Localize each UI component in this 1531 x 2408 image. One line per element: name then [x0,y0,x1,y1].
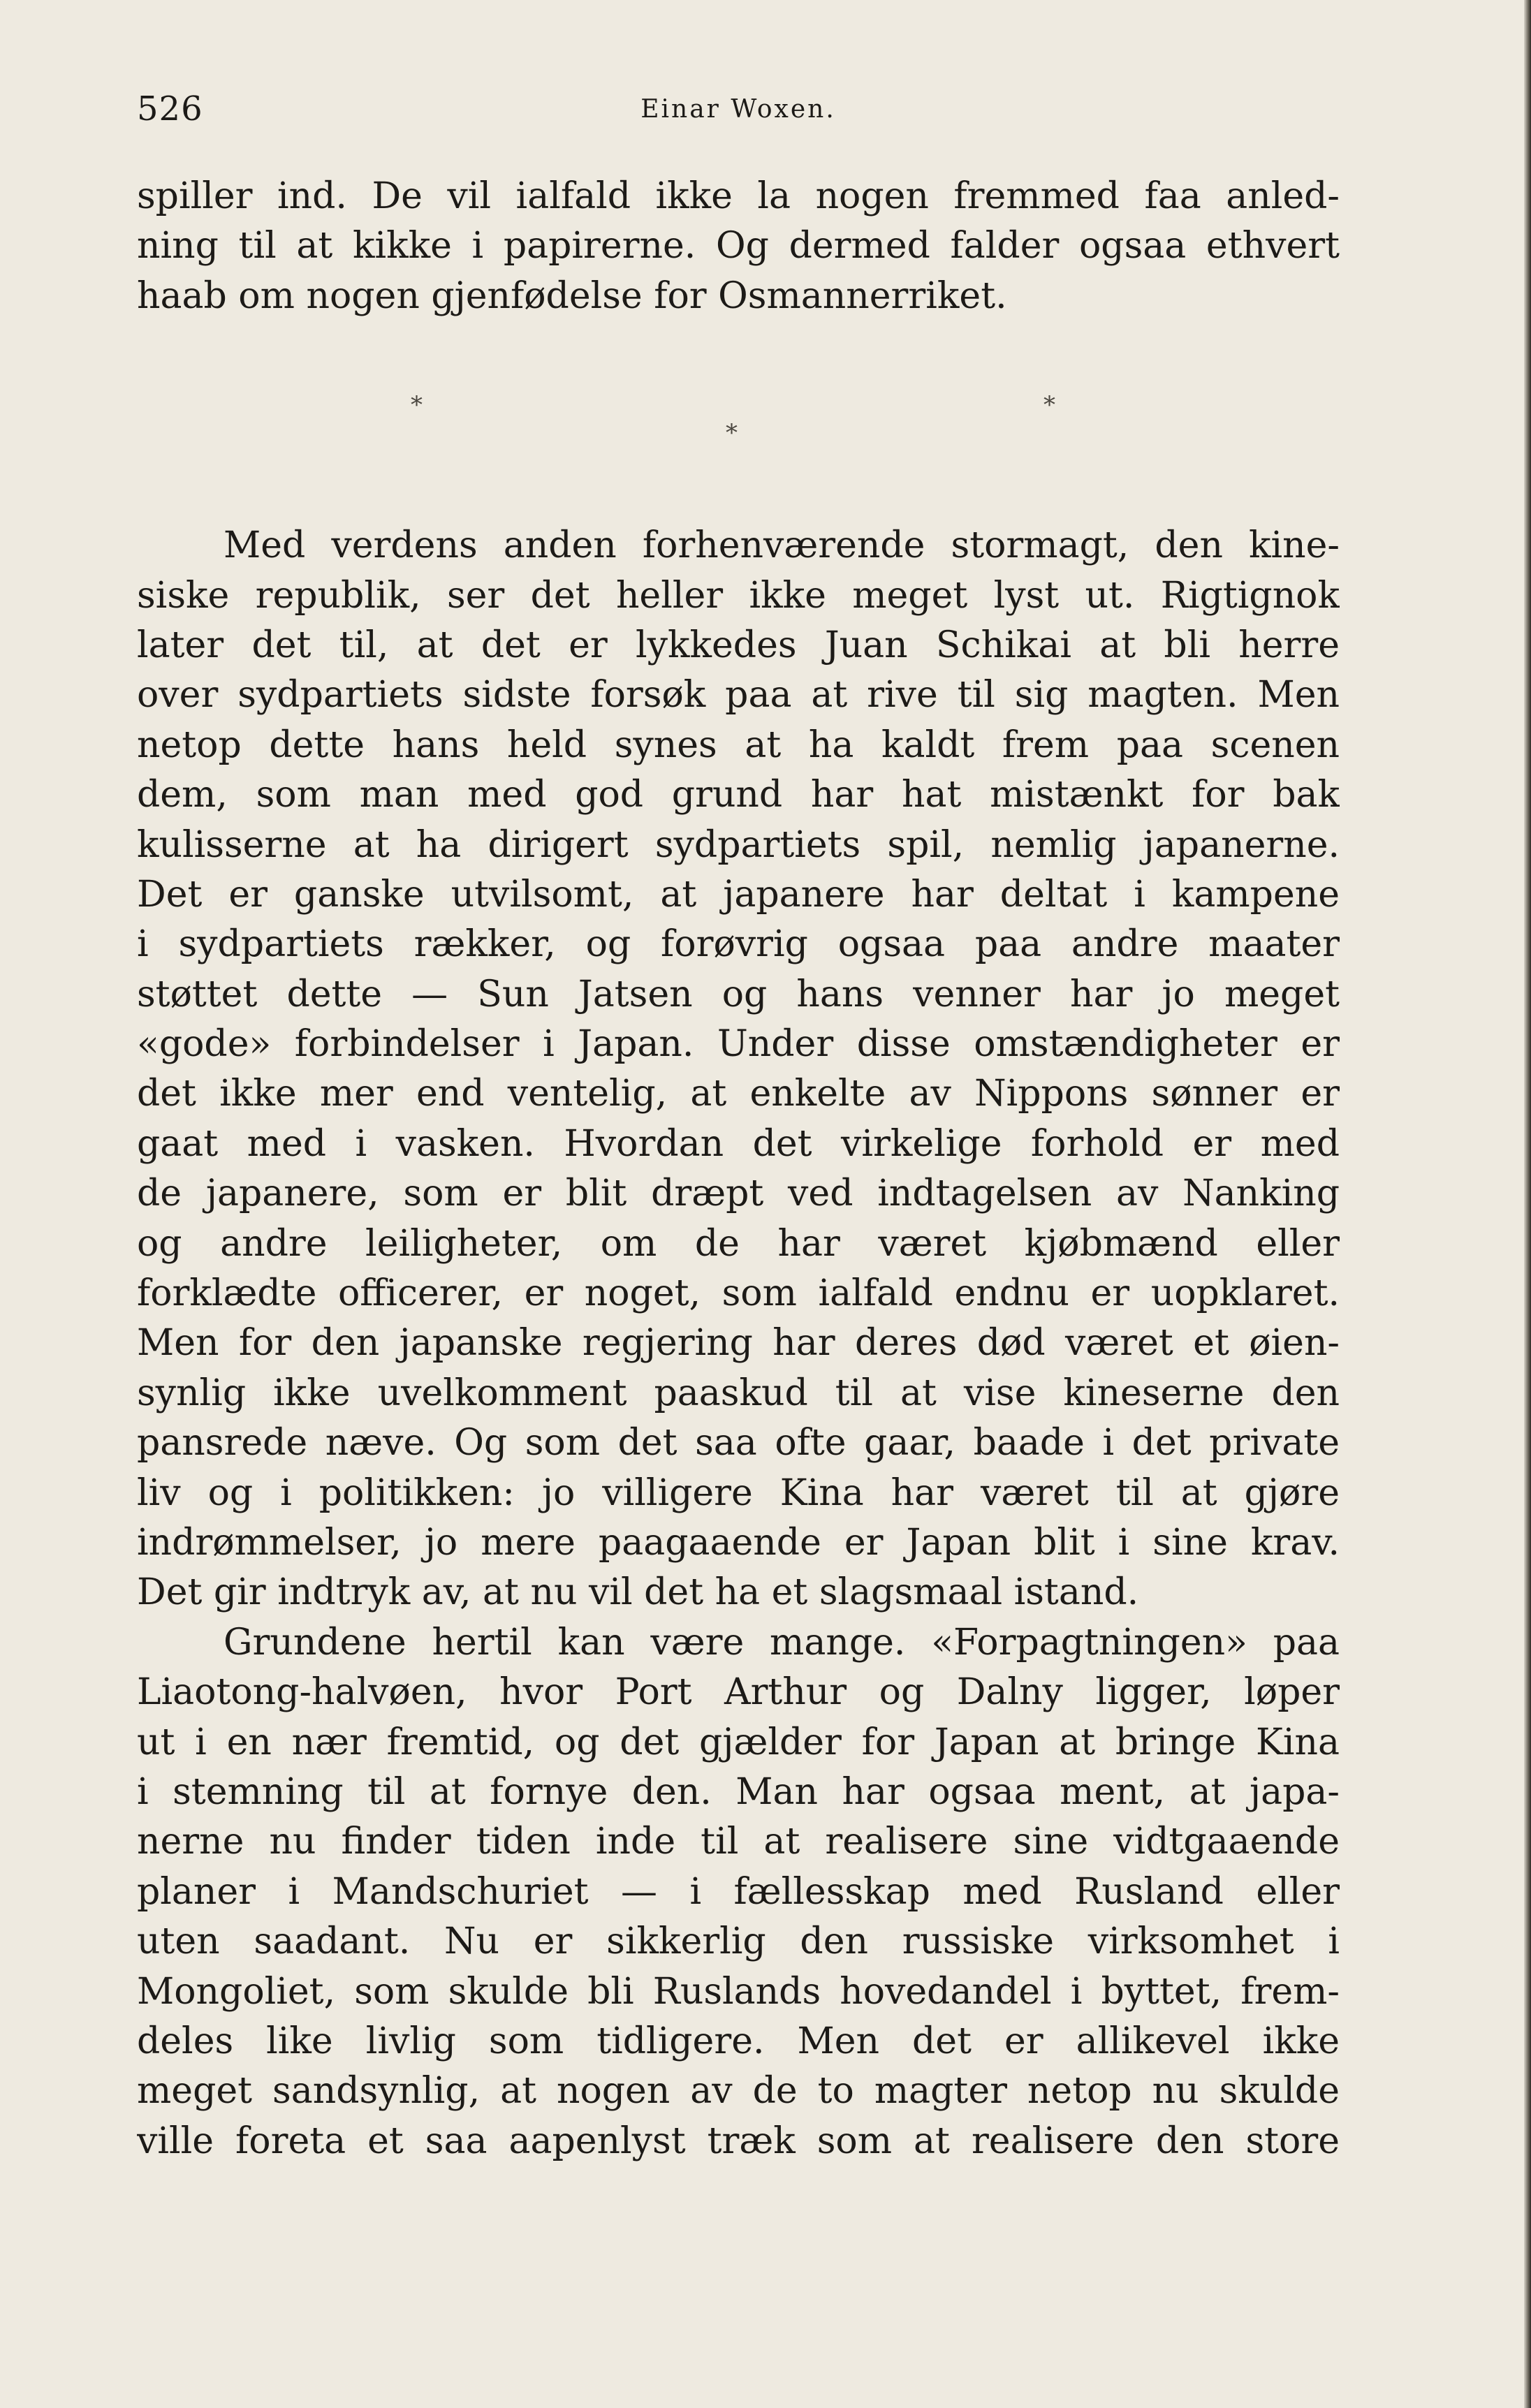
text-line: og andre leiligheter, om de har været kjøbmænd eller [137,1222,1340,1265]
text-line: gaat med i vasken. Hvordan det virkelige forhold er med [137,1122,1340,1165]
text-line: uten saadant. Nu er sikkerlig den russiske virksomhet i [137,1921,1340,1963]
text-line: spiller ind. De vil ialfald ikke la nogen fremmed faa anled- [137,175,1340,217]
paragraph-1 [137,172,1340,321]
text-line: indrømmelser, jo mere paagaaende er Japan blit i sine krav. [137,1521,1340,1564]
text-line: Det gir indtryk av, at nu vil det ha et slagsmaal istand. [137,1571,1139,1614]
text-line: netop dette hans held synes at ha kaldt frem paa scenen [137,724,1340,766]
text-line: pansrede næve. Og som det saa ofte gaar, baade i det private [137,1422,1340,1464]
text-line: planer i Mandschuriet — i fællesskap med Rusland eller [137,1870,1340,1913]
text-line: liv og i politikken: jo villigere Kina har været til at gjøre [137,1471,1340,1514]
text-line: ut i en nær fremtid, og det gjælder for Japan at bringe Kina [137,1721,1340,1763]
text-line: Det er ganske utvilsomt, at japanere har deltat i kampene [137,873,1340,916]
asterisk-center: * [726,419,738,447]
text-line: støttet dette — Sun Jatsen og hans venner har jo meget [137,973,1340,1015]
text-line: i stemning til at fornye den. Man har ogsaa ment, at japa- [137,1770,1340,1813]
text-line: synlig ikke uvelkomment paaskud til at vise kineserne den [137,1372,1340,1414]
text-line: Men for den japanske regjering har deres død været et øien- [137,1322,1340,1365]
text-line: deles like livlig som tidligere. Men det er allikevel ikke [137,2020,1340,2062]
running-head [137,89,1340,145]
text-line: later det til, at det er lykkedes Juan Schikai at bli herre [137,624,1340,666]
text-line: det ikke mer end ventelig, at enkelte av Nippons sønner er [137,1073,1340,1115]
text-line: «gode» forbindelser i Japan. Under disse omstændigheter er [137,1023,1340,1066]
text-line: kulisserne at ha dirigert sydpartiets spil, nemlig japanerne. [137,823,1340,866]
text-line: nerne nu finder tiden inde til at realisere sine vidtgaaende [137,1821,1340,1863]
text-line: i sydpartiets rækker, og forøvrig ogsaa paa andre maater [137,923,1340,966]
text-line: haab om nogen gjenfødelse for Osmannerriket. [137,274,1007,317]
text-line: dem, som man med god grund har hat mistænkt for bak [137,774,1340,816]
text-line: ning til at kikke i papirerne. Og dermed falder ogsaa ethvert [137,225,1340,267]
asterisk-right: * [1043,391,1055,419]
text-line: over sydpartiets sidste forsøk paa at rive til sig magten. Men [137,674,1340,717]
page-edge [1524,0,1531,2408]
text-line: Liaotong-halvøen, hvor Port Arthur og Dalny ligger, løper [137,1671,1340,1714]
body-text [137,172,1340,2166]
text-line: de japanere, som er blit dræpt ved indtagelsen av Nanking [137,1173,1340,1215]
text-line: forklædte officerer, er noget, som ialfald endnu er uopklaret. [137,1272,1340,1315]
text-line: Mongoliet, som skulde bli Ruslands hovedandel i byttet, frem- [137,1970,1340,2013]
running-title: Einar Woxen. [640,95,836,124]
text-line: Med verdens anden forhenværende stormagt, den kine- [224,524,1340,567]
text-line: ville foreta et saa aapenlyst træk som at realisere den store [137,2120,1340,2162]
text-line: siske republik, ser det heller ikke meget lyst ut. Rigtignok [137,574,1340,617]
paragraph-3 [137,1618,1340,2166]
text-line: meget sandsynlig, at nogen av de to magter netop nu skulde [137,2070,1340,2113]
page-number: 526 [137,89,203,129]
asterisk-left: * [411,391,423,419]
asterism-separator [137,391,1340,461]
paragraph-2 [137,521,1340,1618]
text-line: Grundene hertil kan være mange. «Forpagtningen» paa [224,1621,1340,1664]
